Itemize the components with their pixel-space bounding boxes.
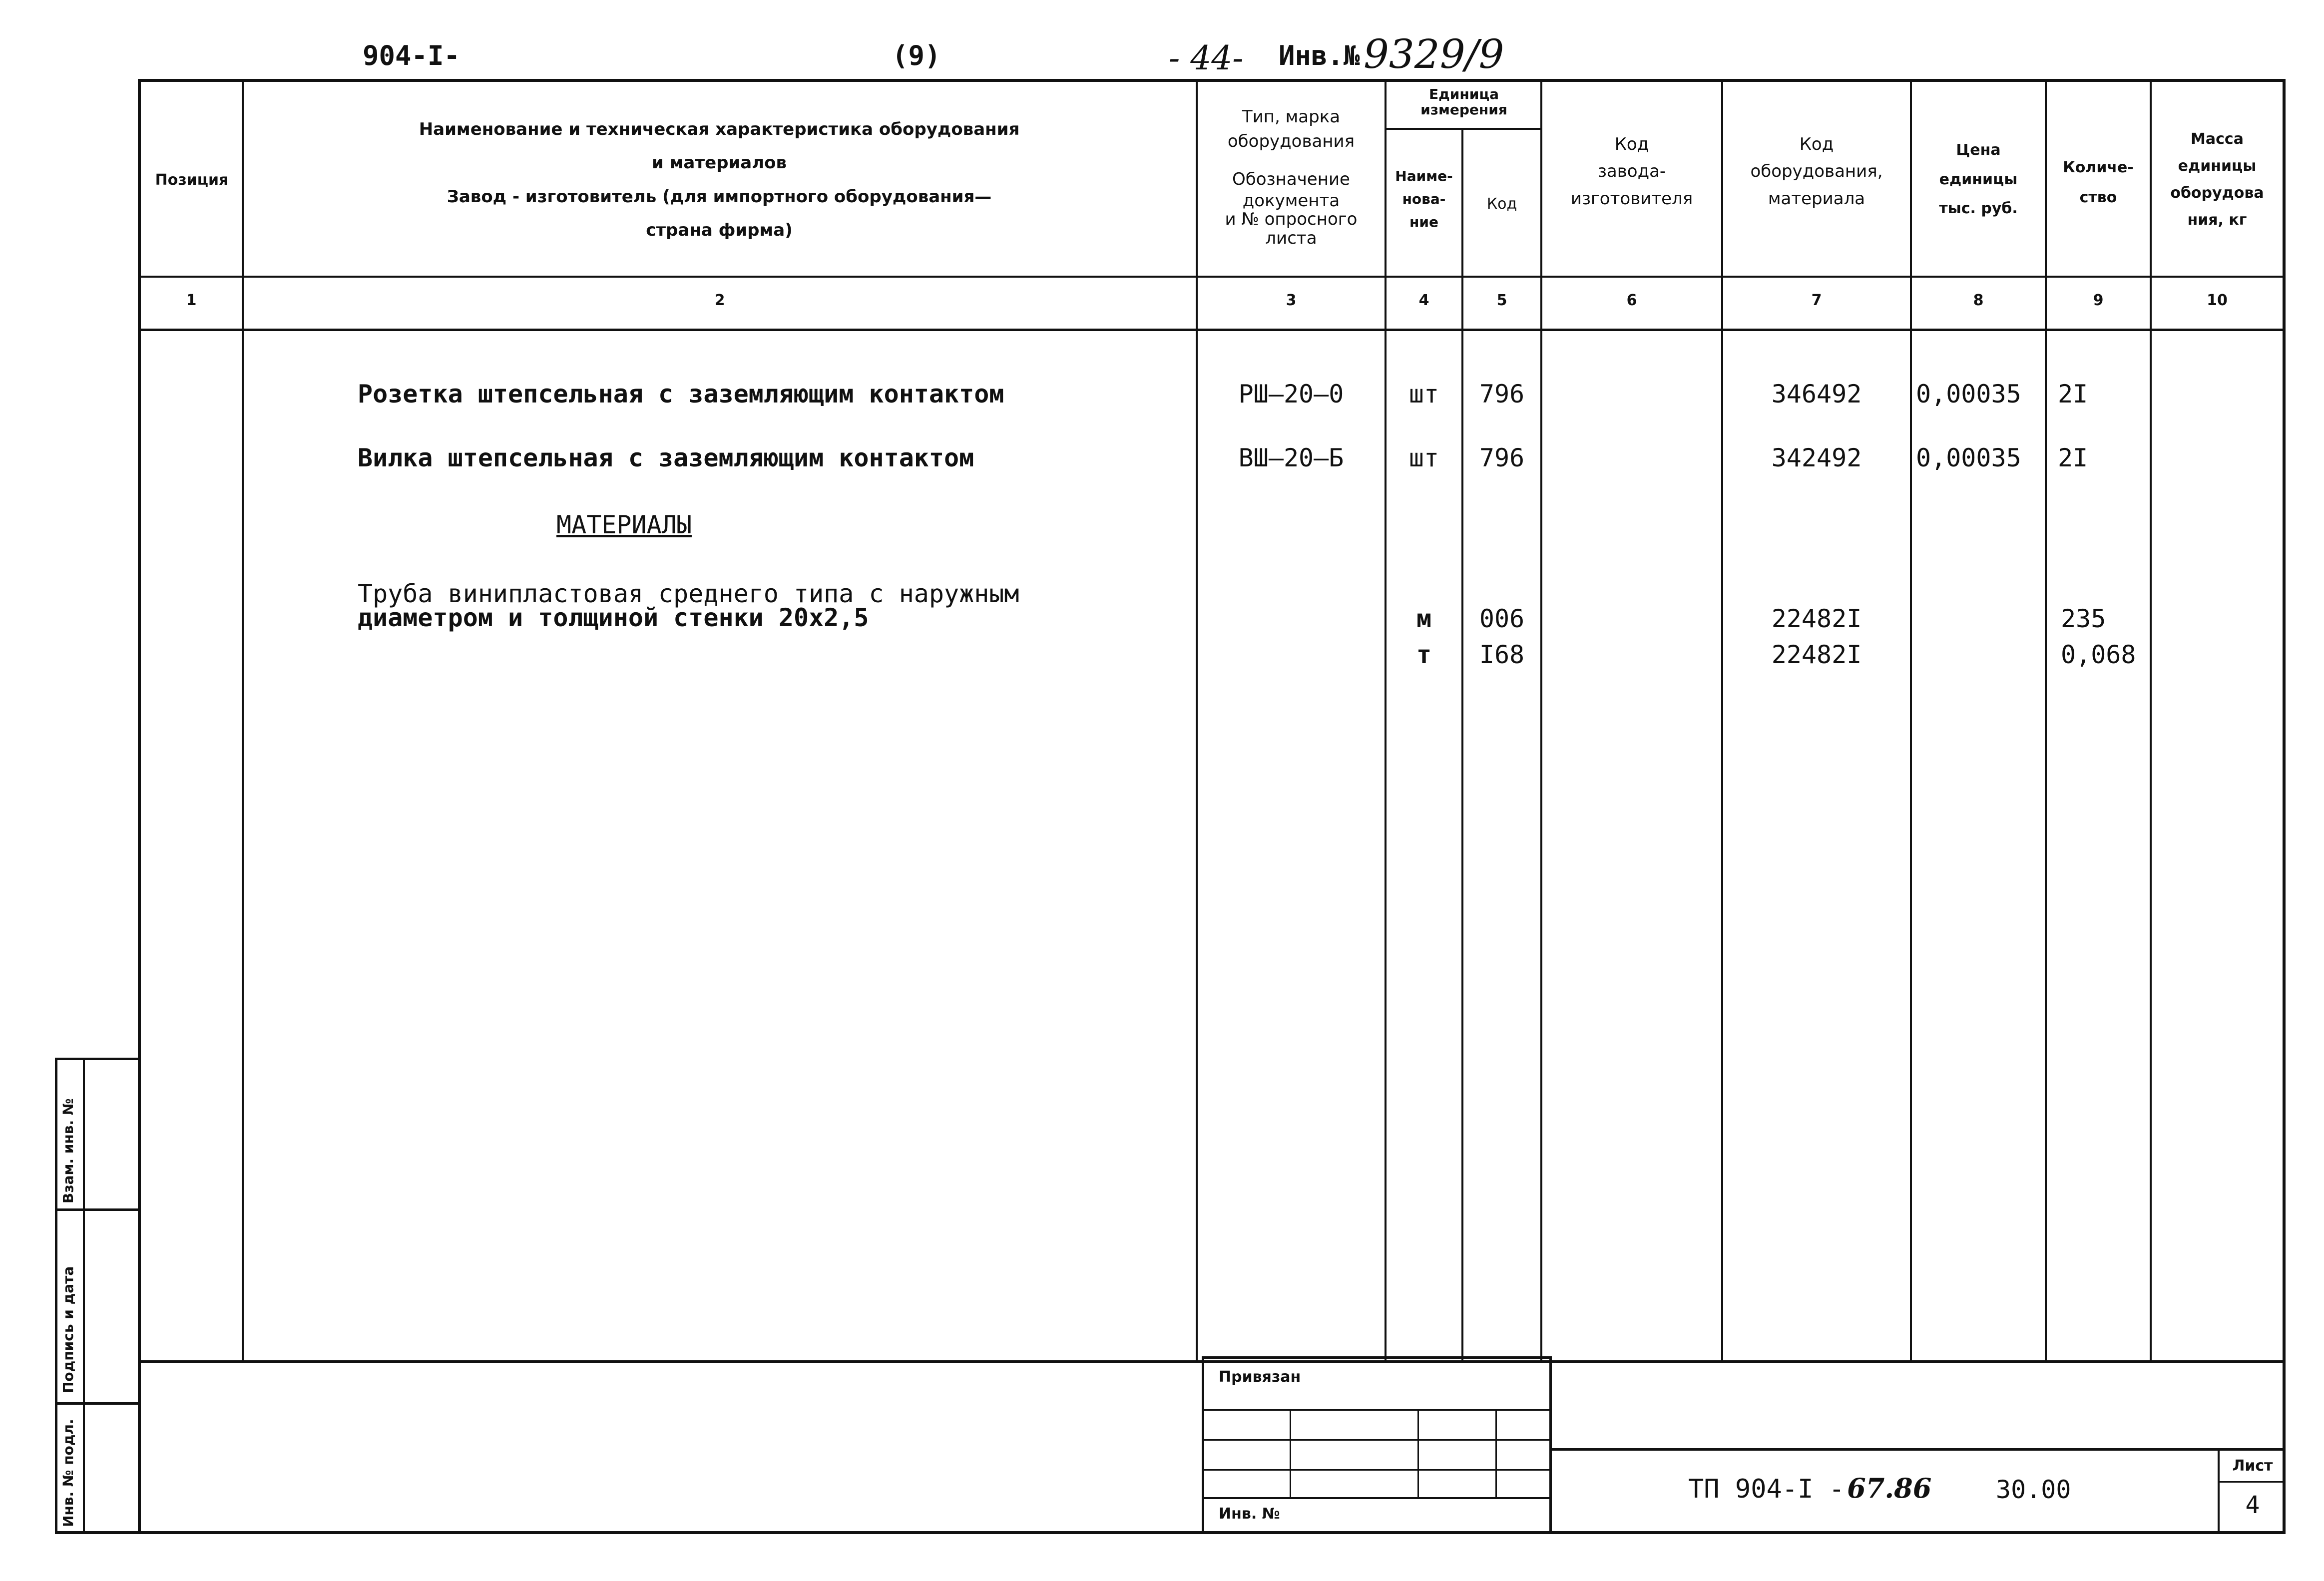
page-mark: - 44- (1169, 39, 1244, 77)
header-plant-code: Код завода- изготовителя (1570, 134, 1693, 209)
col-div-8 (2045, 79, 2047, 1362)
col-number: 6 (1626, 292, 1637, 309)
frame-right (2283, 79, 2286, 1534)
inv-number: 9329/9 (1364, 31, 1504, 77)
footer-box-left (1202, 1356, 1204, 1534)
row-name: Розетка штепсельная с заземляющим контактом (358, 380, 1004, 408)
col-div-5 (1540, 79, 1542, 1362)
inv-label: Инв.№ (1279, 40, 1360, 71)
section-title: МАТЕРИАЛЫ (556, 510, 692, 539)
series-label: 904-I- (363, 40, 461, 71)
col-div-3 (1385, 79, 1387, 1362)
header-unit-group: Единица измерения (1420, 86, 1507, 118)
header-unit-name: Наиме- нова- ние (1395, 168, 1453, 231)
footer-box-right (1549, 1356, 1552, 1534)
footer-top-rule (138, 1360, 2286, 1363)
col-number: 2 (714, 292, 725, 309)
row-qty: 2I (2058, 380, 2088, 408)
footer-grid-h3 (1202, 1469, 1551, 1471)
header-rule (138, 276, 2286, 278)
footer-grid-v3 (1495, 1409, 1497, 1497)
material-unit: т (1416, 640, 1432, 669)
row-price: 0,00035 (1916, 443, 2021, 472)
stamp-divider-2 (55, 1402, 141, 1405)
col-div-6 (1721, 79, 1723, 1362)
row-unit-code: 796 (1479, 380, 1525, 408)
material-name-line2: диаметром и толщиной стенки 20х2,5 (358, 603, 869, 632)
material-unit: м (1416, 604, 1432, 633)
title-block-rule (1551, 1448, 2286, 1451)
footer-grid-h1 (1202, 1409, 1551, 1411)
footer-privyazan: Привязан (1219, 1368, 1301, 1386)
col-div-4 (1461, 129, 1463, 1362)
material-name-line1: Труба винипластовая среднего типа с наружным (358, 579, 1019, 608)
unit-group-rule (1385, 128, 1542, 130)
footer-grid-h2 (1202, 1439, 1551, 1441)
row-name: Вилка штепсельная с заземляющим контактом (358, 443, 974, 472)
footer-inv-no: Инв. № (1219, 1505, 1280, 1523)
stamp-podpis: Подпись и дата (60, 1266, 76, 1393)
footer-grid-v2 (1417, 1409, 1419, 1497)
col-number: 5 (1496, 292, 1507, 309)
footer-box-top (1202, 1356, 1551, 1359)
header-equip-code: Код оборудования, материала (1750, 134, 1883, 209)
header-price: Цена единицы тыс. руб. (1939, 141, 2018, 217)
row-equip-code: 342492 (1771, 443, 1862, 472)
material-unit-code: I68 (1479, 640, 1525, 669)
colnum-rule (138, 329, 2286, 331)
col-div-2 (1196, 79, 1198, 1362)
row-equip-code: 346492 (1771, 380, 1862, 408)
row-type: ВШ–20–Б (1238, 443, 1344, 472)
header-unit-code: Код (1486, 195, 1517, 213)
stamp-inv-podl: Инв. № подл. (60, 1419, 76, 1527)
sheet-index: (9) (892, 40, 941, 71)
col-number: 4 (1418, 292, 1429, 309)
header-name: Наименование и техническая характеристика оборудования и материалов Завод - изготовитель (для импортного оборудования— страна фирма) (419, 119, 1020, 240)
stamp-top (55, 1058, 141, 1060)
col-div-9 (2150, 79, 2152, 1362)
footer-doc-code: 30.00 (1996, 1475, 2071, 1504)
col-number: 7 (1811, 292, 1822, 309)
stamp-divider-1 (55, 1208, 141, 1211)
header-position: Позиция (155, 171, 229, 189)
sheet-cell-mid (2218, 1481, 2286, 1483)
col-number: 8 (1973, 292, 1984, 309)
row-unit-code: 796 (1479, 443, 1525, 472)
footer-sheet-label: Лист (2232, 1457, 2273, 1475)
col-div-7 (1910, 79, 1912, 1362)
row-unit: шт (1408, 380, 1439, 408)
stamp-vzam: Взам. инв. № (60, 1098, 76, 1203)
footer-grid-h4 (1202, 1497, 1551, 1499)
stamp-outer-left (55, 1058, 57, 1534)
col-div-1 (242, 79, 244, 1362)
footer-grid-v1 (1290, 1409, 1291, 1497)
header-type: Тип, марка оборудования Обозначение документа и № опросного листа (1225, 107, 1358, 248)
stamp-inner-left (83, 1058, 85, 1534)
header-mass: Масса единицы оборудова ния, кг (2170, 130, 2264, 229)
col-number: 1 (186, 292, 197, 309)
material-unit-code: 006 (1479, 604, 1525, 633)
col-number: 10 (2207, 292, 2228, 309)
row-qty: 2I (2058, 443, 2088, 472)
footer-sheet-number: 4 (2245, 1491, 2260, 1519)
footer-doc-number: ТП 904-I - 67.86 (1688, 1472, 1932, 1504)
frame-top (138, 79, 2286, 82)
material-qty: 0,068 (2061, 640, 2136, 669)
col-number: 9 (2093, 292, 2104, 309)
row-price: 0,00035 (1916, 380, 2021, 408)
row-type: РШ–20–0 (1238, 380, 1344, 408)
header-qty: Количе- ство (2063, 159, 2134, 206)
material-equip-code: 22482I (1771, 640, 1862, 669)
material-qty: 235 (2061, 604, 2106, 633)
frame-bottom (55, 1531, 2286, 1534)
col-number: 3 (1286, 292, 1297, 309)
material-equip-code: 22482I (1771, 604, 1862, 633)
row-unit: шт (1408, 443, 1439, 472)
